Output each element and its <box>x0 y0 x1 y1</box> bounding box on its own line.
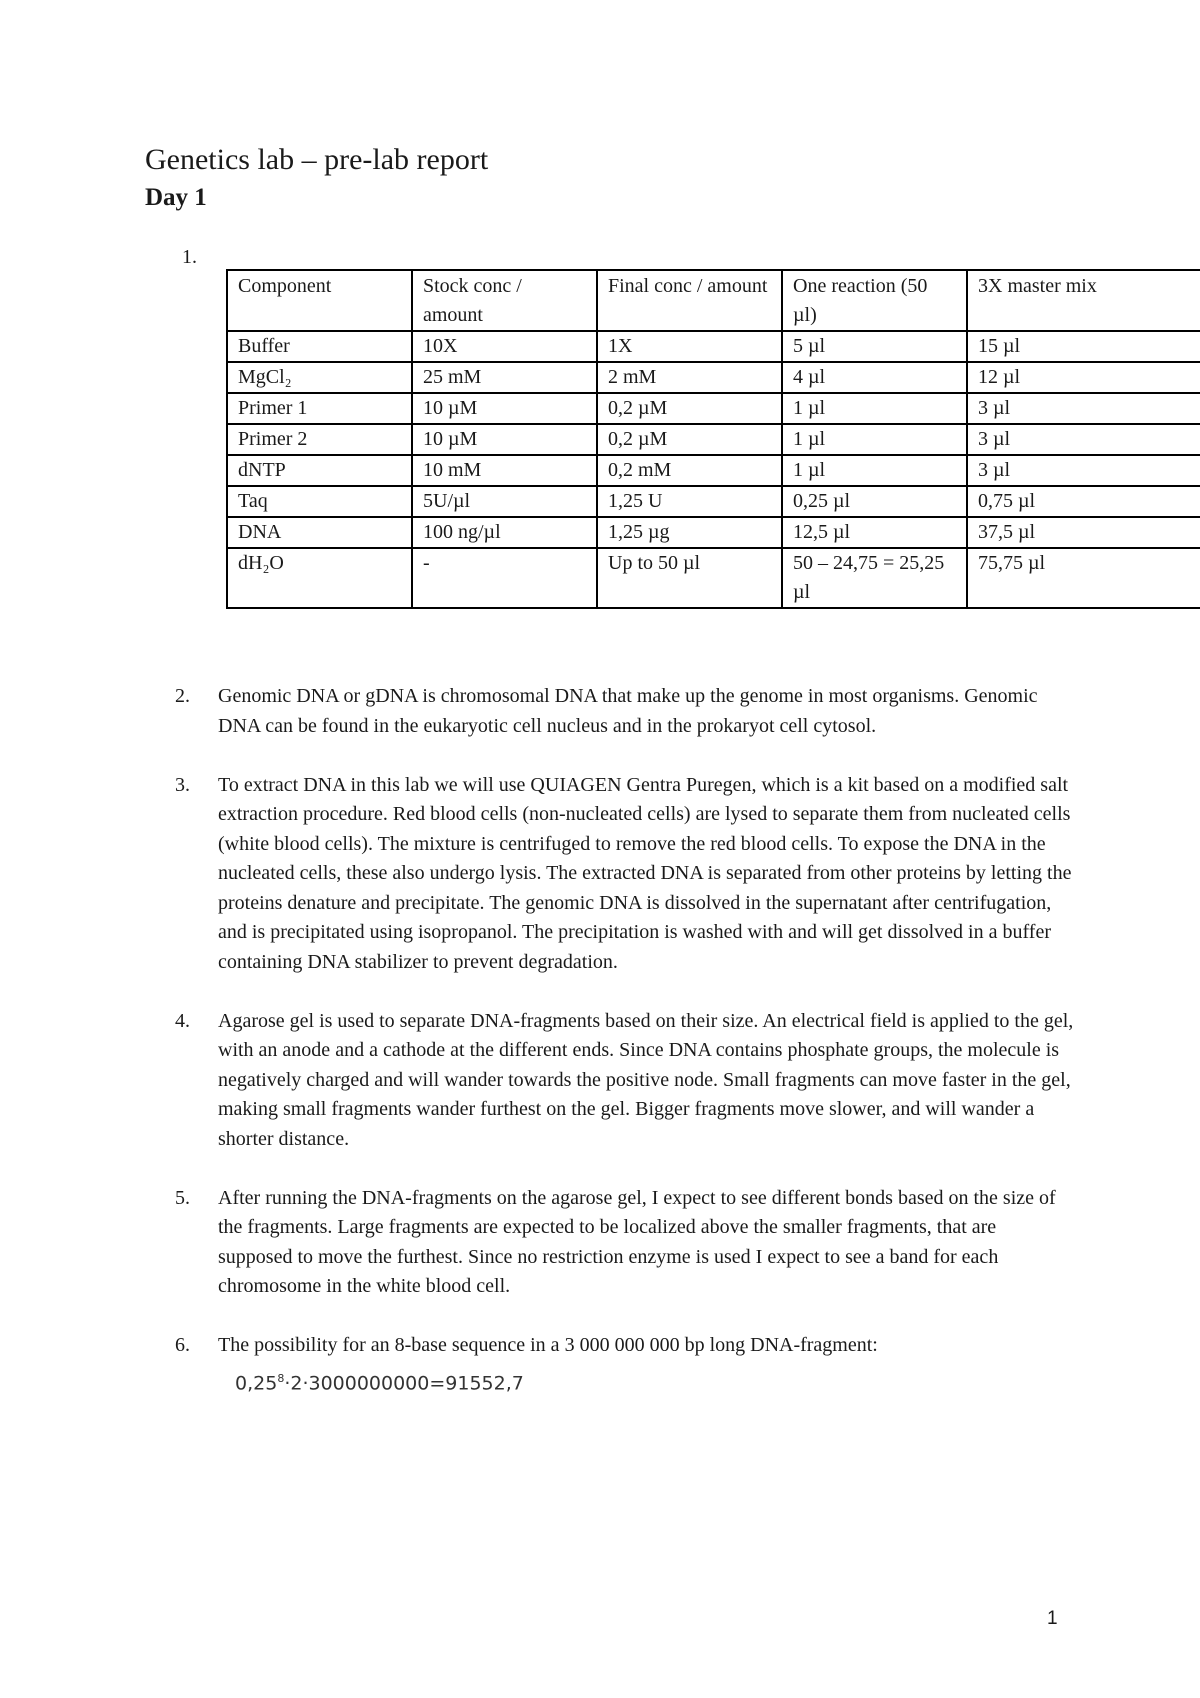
list-item <box>175 771 1075 978</box>
table-header-row <box>227 270 1200 331</box>
item-text: Agarose gel is used to separate DNA-fragments based on their size. An electrical field is applied to the gel, with an anode and a cathode at the different ends. Since DNA contains phosphate groups, the molecule is negatively charged and will wander towards the positive node. Small fragments can move faster in the gel, making small fragments wander furthest on the gel. Bigger fragments move slower, and will wander a shorter distance. <box>218 1009 1074 1150</box>
table-cell: 12,5 µl <box>782 517 967 548</box>
list-item <box>175 1331 1075 1361</box>
item-text: After running the DNA-fragments on the agarose gel, I expect to see different bonds based on the size of the fragments. Large fragments are expected to be localized above the smaller fragments, that are supposed to move the furthest. Since no restriction enzyme is used I expect to see a band for each chromosome in the white blood cell. <box>218 1186 1056 1297</box>
table-cell: 10 µM <box>412 424 597 455</box>
table-cell: DNA <box>227 517 412 548</box>
probability-formula <box>218 1364 1075 1399</box>
table-row <box>227 486 1200 517</box>
table-cell: Buffer <box>227 331 412 362</box>
table-header-cell: 3X master mix <box>967 270 1200 331</box>
table-cell: 1,25 U <box>597 486 782 517</box>
item-number: 3. <box>175 773 190 796</box>
table-cell: 1 µl <box>782 424 967 455</box>
table-cell: 4 µl <box>782 362 967 393</box>
table-cell: Primer 1 <box>227 393 412 424</box>
table-header-cell: Final conc / amount <box>597 270 782 331</box>
item-number: 2. <box>175 685 190 707</box>
table-cell: 1 µl <box>782 393 967 424</box>
table-cell: 100 ng/µl <box>412 517 597 548</box>
item-number: 4. <box>175 1009 190 1032</box>
formula-rest: ·2·3000000000=91552,7 <box>284 1372 524 1395</box>
table-cell: 0,2 mM <box>597 455 782 486</box>
table-cell: 1 µl <box>782 455 967 486</box>
page-subtitle: Day 1 <box>145 184 207 211</box>
table-cell: 1,25 µg <box>597 517 782 548</box>
table-cell: Taq <box>227 486 412 517</box>
table-cell: - <box>412 548 597 608</box>
table-cell: 5 µl <box>782 331 967 362</box>
table-cell: 0,2 µM <box>597 424 782 455</box>
table-row <box>227 548 1200 608</box>
table-cell: 0,25 µl <box>782 486 967 517</box>
table-header-cell: Component <box>227 270 412 331</box>
table-cell: 25 mM <box>412 362 597 393</box>
item-number: 5. <box>175 1186 190 1209</box>
table-cell: Up to 50 µl <box>597 548 782 608</box>
table-row <box>227 393 1200 424</box>
table-row <box>227 331 1200 362</box>
item-text: To extract DNA in this lab we will use QUIAGEN Gentra Puregen, which is a kit based on a modified salt extraction procedure. Red blood cells (non-nucleated cells) are lysed to separate them from nucleated cells (white blood cells). The mixture is centrifuged to remove the red blood cells. To expose the DNA in the nucleated cells, these also undergo lysis. The extracted DNA is separated from other proteins by letting the proteins denature and precipitate. The genomic DNA is dissolved in the supernatant after centrifugation, and is precipitated using isopropanol. The precipitation is washed with and will get dissolved in a buffer containing DNA stabilizer to prevent degradation. <box>218 773 1072 973</box>
table-row <box>227 362 1200 393</box>
table-cell: 1X <box>597 331 782 362</box>
list-item <box>175 1007 1075 1155</box>
table-cell: dNTP <box>227 455 412 486</box>
table-cell: 37,5 µl <box>967 517 1200 548</box>
table-cell: dH₂O <box>227 548 412 608</box>
table-cell: 0,2 µM <box>597 393 782 424</box>
table-cell: 10 mM <box>412 455 597 486</box>
table-cell: 12 µl <box>967 362 1200 393</box>
table-cell: MgCl₂ <box>227 362 412 393</box>
page-number: 1 <box>1047 1608 1058 1629</box>
table-cell: 15 µl <box>967 331 1200 362</box>
table-row <box>227 424 1200 455</box>
table-cell: 10X <box>412 331 597 362</box>
table-cell: 50 – 24,75 = 25,25 µl <box>782 548 967 608</box>
table-row <box>227 455 1200 486</box>
formula-base: 0,25 <box>235 1372 278 1395</box>
table-cell: 10 µM <box>412 393 597 424</box>
table-cell: 3 µl <box>967 424 1200 455</box>
table-cell: 75,75 µl <box>967 548 1200 608</box>
table-cell: 2 mM <box>597 362 782 393</box>
item-number: 6. <box>175 1334 190 1356</box>
formula-exponent: 8 <box>277 1372 285 1385</box>
table-cell: 3 µl <box>967 393 1200 424</box>
pcr-reagent-table <box>226 269 1200 609</box>
page-title: Genetics lab – pre-lab report <box>145 143 489 176</box>
table-header-cell: Stock conc / amount <box>412 270 597 331</box>
table-cell: 5U/µl <box>412 486 597 517</box>
table-header-cell: One reaction (50 µl) <box>782 270 967 331</box>
question-1-number: 1. <box>182 246 197 268</box>
table-row <box>227 517 1200 548</box>
table-cell: Primer 2 <box>227 424 412 455</box>
item-text: Genomic DNA or gDNA is chromosomal DNA that make up the genome in most organisms. Genomic DNA can be found in the eukaryotic cell nucleus and in the prokaryot cell cytosol. <box>218 685 1038 737</box>
list-item <box>175 682 1075 741</box>
item-text: The possibility for an 8-base sequence in a 3 000 000 000 bp long DNA-fragment: <box>218 1334 878 1356</box>
answer-list <box>175 682 1075 1399</box>
table-cell: 3 µl <box>967 455 1200 486</box>
table-cell: 0,75 µl <box>967 486 1200 517</box>
list-item <box>175 1184 1075 1302</box>
